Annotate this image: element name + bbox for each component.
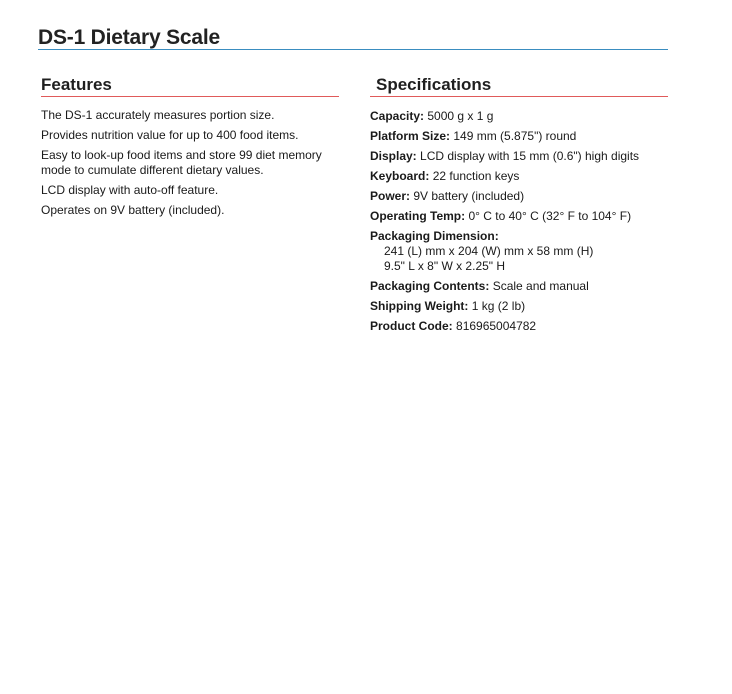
spec-packaging-dimension (370, 229, 668, 274)
spec-value: 149 mm (5.875") round (453, 129, 577, 143)
feature-item: LCD display with auto-off feature. (41, 183, 219, 197)
features-section (41, 75, 339, 223)
spec-label: Packaging Dimension: (370, 229, 499, 243)
spec-operating-temp (370, 209, 668, 224)
spec-platform-size (370, 129, 668, 144)
spec-value: Scale and manual (492, 279, 589, 293)
feature-item: Operates on 9V battery (included). (41, 203, 225, 217)
title-divider (38, 49, 668, 50)
spec-value: 5000 g x 1 g (427, 109, 494, 123)
features-heading: Features (41, 75, 112, 94)
spec-label: Packaging Contents: (370, 279, 490, 293)
spec-label: Power: (370, 189, 411, 203)
specifications-divider (370, 96, 668, 97)
spec-value: 1 kg (2 lb) (471, 299, 526, 313)
spec-capacity (370, 109, 668, 124)
feature-item: The DS-1 accurately measures portion size. (41, 108, 275, 122)
spec-label: Keyboard: (370, 169, 430, 183)
spec-label: Display: (370, 149, 417, 163)
spec-display (370, 149, 668, 164)
spec-value: LCD display with 15 mm (0.6") high digits (420, 149, 640, 163)
feature-item: Easy to look-up food items and store 99 diet memory mode to cumulate different dietary values. (41, 148, 322, 177)
spec-label: Capacity: (370, 109, 425, 123)
spec-value: 0° C to 40° C (32° F to 104° F) (468, 209, 632, 223)
specifications-list (370, 109, 668, 334)
spec-value-metric: 241 (L) mm x 204 (W) mm x 58 mm (H) (384, 244, 594, 258)
spec-value-imperial: 9.5" L x 8" W x 2.25" H (384, 259, 506, 273)
spec-value: 22 function keys (432, 169, 520, 183)
page-title: DS-1 Dietary Scale (38, 26, 220, 49)
spec-label: Shipping Weight: (370, 299, 469, 313)
spec-label: Platform Size: (370, 129, 451, 143)
spec-shipping-weight (370, 299, 668, 314)
spec-product-code (370, 319, 668, 334)
spec-packaging-contents (370, 279, 668, 294)
spec-label: Operating Temp: (370, 209, 466, 223)
features-divider (41, 96, 339, 97)
feature-item: Provides nutrition value for up to 400 food items. (41, 128, 299, 142)
spec-value: 816965004782 (456, 319, 537, 333)
specifications-section (370, 75, 668, 339)
spec-power (370, 189, 668, 204)
spec-keyboard (370, 169, 668, 184)
spec-label: Product Code: (370, 319, 453, 333)
specifications-heading: Specifications (376, 75, 492, 94)
features-list (41, 108, 339, 218)
spec-value: 9V battery (included) (413, 189, 525, 203)
